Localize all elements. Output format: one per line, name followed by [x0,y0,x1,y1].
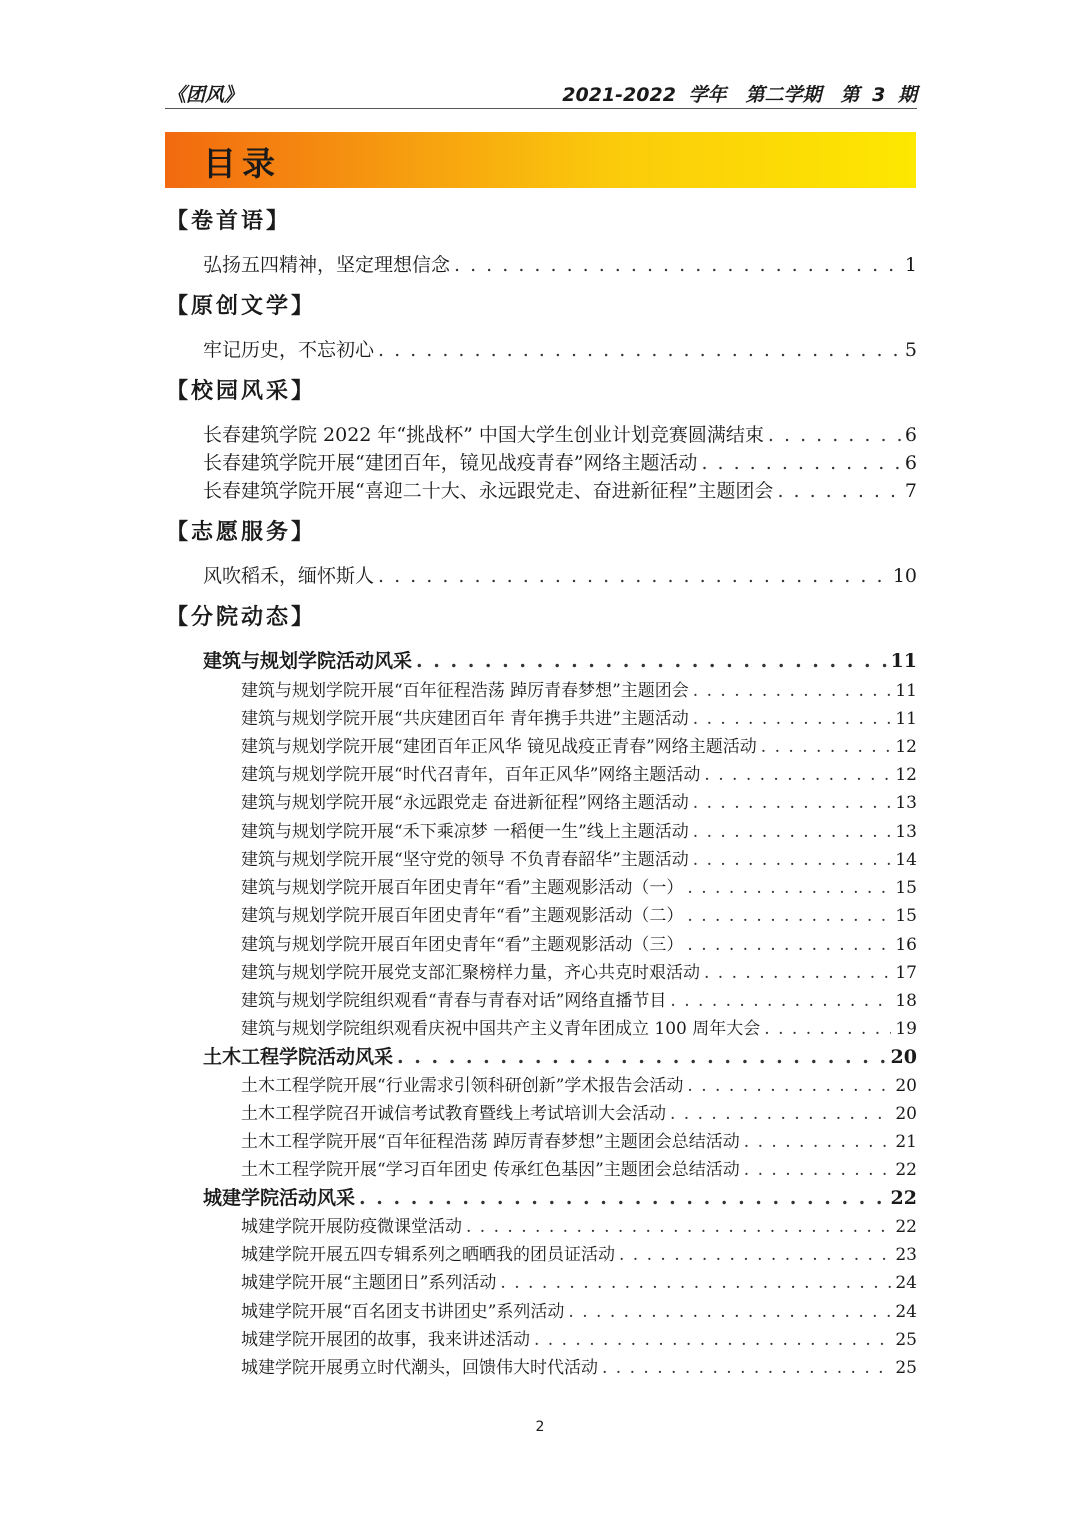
toc-subentry[interactable] [241,1155,917,1180]
page-number: 2 [535,1419,545,1435]
toc-subentry[interactable] [241,901,917,926]
dot-leader [359,1187,887,1209]
toc-subentry[interactable] [241,845,917,870]
toc-subentry[interactable] [241,1212,917,1237]
toc-subentry[interactable] [241,788,917,813]
toc-entry-page: 24 [895,1273,917,1293]
toc-entry-title: 城建学院开展五四专辑系列之晒晒我的团员证活动 [241,1245,615,1265]
dot-leader [670,991,891,1011]
dot-leader [744,1160,892,1180]
toc-entry-page: 11 [895,709,917,729]
toc-entry-page: 14 [895,850,917,870]
running-header [165,78,917,109]
toc-entry[interactable] [203,476,917,503]
dot-leader [744,1132,892,1152]
toc-subentry[interactable] [241,1268,917,1293]
toc-entry-page: 16 [895,935,917,955]
dot-leader [704,765,891,785]
toc-subentry[interactable] [241,1014,917,1039]
toc-entry-title: 建筑与规划学院开展百年团史青年“看”主题观影活动（二） [241,906,684,926]
toc-group-entry[interactable] [203,646,917,673]
toc-entry-title: 弘扬五四精神，坚定理想信念 [203,254,451,276]
toc-entry-page: 20 [895,1076,917,1096]
toc-entry-title: 建筑与规划学院活动风采 [203,650,413,672]
issue-info: 2021-2022 学年 第二学期 第 3 期 [562,84,917,106]
toc-subentry[interactable] [241,986,917,1011]
dot-leader [777,480,900,502]
section-heading: 【卷首语】 [166,209,292,234]
dot-leader [397,1046,887,1068]
toc-entry-title: 建筑与规划学院组织观看庆祝中国共产主义青年团成立 100 周年大会 [241,1019,761,1039]
toc-entry[interactable] [203,420,917,447]
toc-entry-page: 13 [895,822,917,842]
section-heading: 【原创文学】 [166,294,317,319]
toc-subentry[interactable] [241,1353,917,1378]
toc-entry-page: 20 [895,1104,917,1124]
dot-leader [378,565,889,587]
toc-entry-page: 11 [890,650,917,672]
toc-entry-page: 20 [890,1046,917,1068]
dot-leader [500,1273,891,1293]
section-heading: 【志愿服务】 [166,520,317,545]
toc-subentry[interactable] [241,873,917,898]
toc-entry-title: 长春建筑学院开展“建团百年，镜见战疫青春”网络主题活动 [203,452,698,474]
toc-entry-title: 建筑与规划学院开展百年团史青年“看”主题观影活动（一） [241,878,684,898]
toc-entry-page: 15 [895,878,917,898]
dot-leader [768,424,901,446]
dot-leader [704,963,891,983]
toc-entry-page: 1 [904,254,917,276]
dot-leader [693,850,892,870]
toc-entry-title: 建筑与规划学院开展“永远跟党走 奋进新征程”网络主题活动 [241,793,689,813]
toc-entry[interactable] [203,448,917,475]
toc-entry-title: 城建学院开展“主题团日”系列活动 [241,1273,497,1293]
toc-subentry[interactable] [241,1071,917,1096]
toc-entry-title: 城建学院开展“百名团支书讲团史”系列活动 [241,1302,565,1322]
dot-leader [687,1076,891,1096]
toc-entry-title: 城建学院开展勇立时代潮头，回馈伟大时代活动 [241,1358,598,1378]
toc-entry-page: 13 [895,793,917,813]
toc-entry-page: 12 [895,737,917,757]
toc-entry-page: 25 [895,1358,917,1378]
dot-leader [619,1245,891,1265]
toc-subentry[interactable] [241,1297,917,1322]
toc-entry-page: 22 [895,1217,917,1237]
dot-leader [416,650,887,672]
toc-subentry[interactable] [241,760,917,785]
dot-leader [466,1217,891,1237]
toc-entry-page: 22 [890,1187,917,1209]
toc-entry-page: 21 [895,1132,917,1152]
toc-subentry[interactable] [241,1325,917,1350]
toc-subentry[interactable] [241,930,917,955]
toc-entry-title: 建筑与规划学院组织观看“青春与青春对话”网络直播节目 [241,991,667,1011]
toc-entry-title: 城建学院活动风采 [203,1187,356,1209]
dot-leader [687,878,891,898]
toc-entry[interactable] [203,250,917,277]
toc-entry-page: 6 [904,424,917,446]
toc-entry-page: 22 [895,1160,917,1180]
toc-subentry[interactable] [241,1240,917,1265]
dot-leader [378,339,901,361]
dot-leader [602,1358,891,1378]
toc-entry-title: 城建学院开展防疫微课堂活动 [241,1217,462,1237]
toc-entry-page: 19 [895,1019,917,1039]
toc-entry-title: 建筑与规划学院开展“禾下乘凉梦 一稻便一生”线上主题活动 [241,822,689,842]
toc-subentry[interactable] [241,704,917,729]
toc-entry-title: 土木工程学院开展“百年征程浩荡 踔厉青春梦想”主题团会总结活动 [241,1132,740,1152]
dot-leader [693,793,892,813]
toc-entry-title: 土木工程学院开展“行业需求引领科研创新”学术报告会活动 [241,1076,684,1096]
toc-subentry[interactable] [241,1127,917,1152]
toc-entry-title: 长春建筑学院开展“喜迎二十大、永远跟党走、奋进新征程”主题团会 [203,480,774,502]
toc-entry[interactable] [203,335,917,362]
toc-entry[interactable] [203,561,917,588]
toc-entry-page: 7 [904,480,917,502]
dot-leader [693,709,892,729]
dot-leader [454,254,901,276]
toc-entry-page: 18 [895,991,917,1011]
toc-entry-title: 长春建筑学院 2022 年“挑战杯” 中国大学生创业计划竞赛圆满结束 [203,424,764,446]
toc-entry-title: 建筑与规划学院开展“共庆建团百年 青年携手共进”主题活动 [241,709,689,729]
toc-subentry[interactable] [241,817,917,842]
dot-leader [693,681,892,701]
dot-leader [764,1019,891,1039]
toc-subentry[interactable] [241,958,917,983]
toc-subentry[interactable] [241,676,917,701]
toc-entry-title: 土木工程学院活动风采 [203,1046,394,1068]
dot-leader [761,737,892,757]
journal-name: 《团风》 [167,84,244,106]
dot-leader [693,822,892,842]
toc-subentry[interactable] [241,1099,917,1124]
toc-entry-page: 25 [895,1330,917,1350]
dot-leader [687,906,891,926]
dot-leader [670,1104,891,1124]
toc-entry-title: 土木工程学院开展“学习百年团史 传承红色基因”主题团会总结活动 [241,1160,740,1180]
toc-subentry[interactable] [241,732,917,757]
toc-entry-title: 建筑与规划学院开展“百年征程浩荡 踔厉青春梦想”主题团会 [241,681,689,701]
section-heading: 【分院动态】 [166,605,317,630]
section-heading: 【校园风采】 [166,379,317,404]
dot-leader [701,452,900,474]
toc-entry-page: 23 [895,1245,917,1265]
toc-banner [165,132,916,188]
toc-entry-title: 风吹稻禾，缅怀斯人 [203,565,375,587]
toc-entry-page: 24 [895,1302,917,1322]
toc-entry-page: 5 [904,339,917,361]
toc-entry-title: 建筑与规划学院开展百年团史青年“看”主题观影活动（三） [241,935,684,955]
toc-title: 目录 [203,144,281,183]
toc-entry-page: 15 [895,906,917,926]
toc-entry-page: 11 [895,681,917,701]
toc-group-entry[interactable] [203,1042,917,1069]
toc-entry-title: 建筑与规划学院开展“建团百年正风华 镜见战疫正青春”网络主题活动 [241,737,757,757]
toc-entry-page: 17 [895,963,917,983]
toc-entry-page: 12 [895,765,917,785]
toc-entry-title: 城建学院开展团的故事，我来讲述活动 [241,1330,530,1350]
toc-group-entry[interactable] [203,1183,917,1210]
dot-leader [687,935,891,955]
dot-leader [568,1302,891,1322]
toc-entry-page: 6 [904,452,917,474]
toc-entry-title: 建筑与规划学院开展“坚守党的领导 不负青春韶华”主题活动 [241,850,689,870]
toc-entry-title: 建筑与规划学院开展“时代召青年，百年正风华”网络主题活动 [241,765,701,785]
toc-entry-title: 建筑与规划学院开展党支部汇聚榜样力量，齐心共克时艰活动 [241,963,700,983]
toc-entry-title: 牢记历史，不忘初心 [203,339,375,361]
toc-entry-page: 10 [892,565,917,587]
toc-entry-title: 土木工程学院召开诚信考试教育暨线上考试培训大会活动 [241,1104,666,1124]
dot-leader [534,1330,891,1350]
